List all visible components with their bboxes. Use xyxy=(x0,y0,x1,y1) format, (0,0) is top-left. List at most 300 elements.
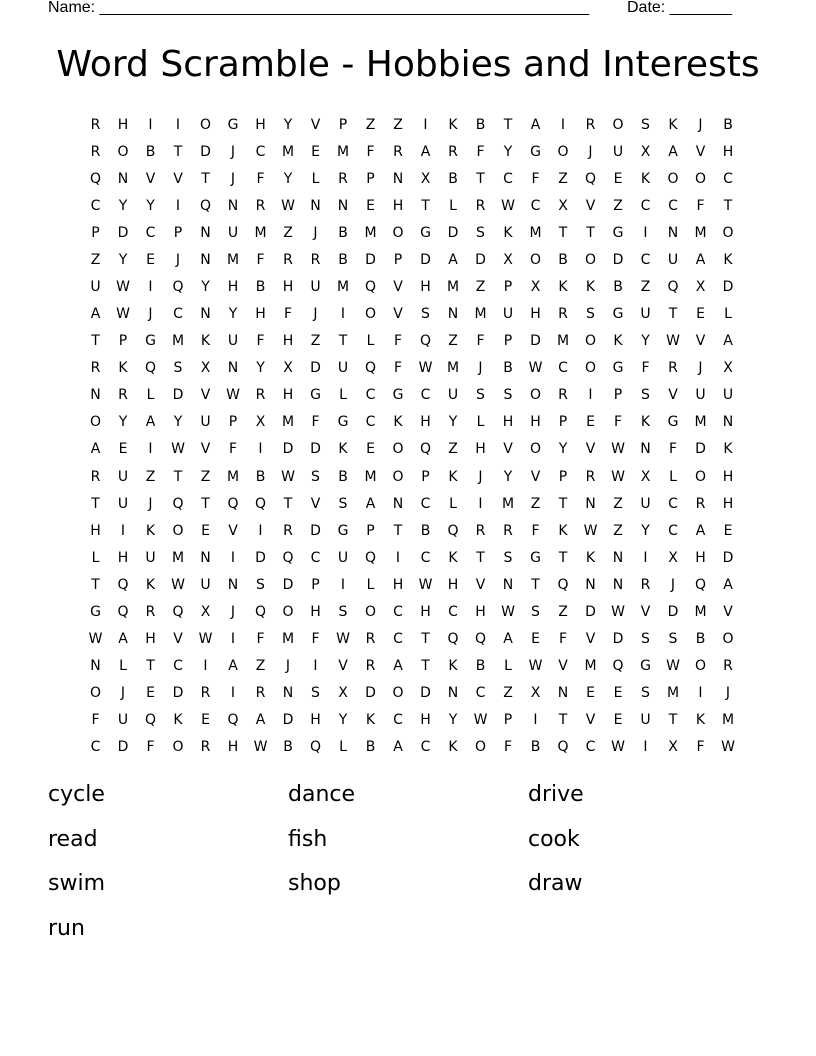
grid-letter: Q xyxy=(309,739,322,756)
grid-letter: Q xyxy=(667,279,680,295)
grid-letter: R xyxy=(640,576,651,593)
grid-letter: A xyxy=(695,251,706,268)
grid-row xyxy=(82,707,742,734)
grid-letter: V xyxy=(530,468,541,485)
grid-row xyxy=(82,598,742,625)
grid-letter: V xyxy=(310,495,321,512)
grid-letter: C xyxy=(420,549,431,566)
grid-letter: L xyxy=(339,739,348,756)
grid-letter: M xyxy=(694,603,708,620)
grid-letter: R xyxy=(338,170,349,187)
grid-row xyxy=(82,138,742,165)
grid-letter: X xyxy=(200,603,211,620)
grid-letter: C xyxy=(668,495,679,512)
grid-letter: F xyxy=(311,631,321,648)
grid-letter: P xyxy=(366,522,376,539)
grid-letter: Y xyxy=(448,414,458,431)
grid-letter: Q xyxy=(144,360,157,377)
grid-letter: O xyxy=(529,251,542,268)
grid-letter: O xyxy=(474,739,487,756)
grid-letter: M xyxy=(556,333,570,350)
grid-letter: D xyxy=(722,279,734,295)
grid-letter: K xyxy=(640,170,651,187)
grid-letter: N xyxy=(722,414,734,431)
grid-letter: L xyxy=(311,170,320,187)
grid-row xyxy=(82,436,742,463)
grid-letter: W xyxy=(171,441,186,458)
grid-letter: D xyxy=(282,441,294,458)
grid-letter: B xyxy=(448,170,459,187)
grid-letter: Q xyxy=(117,603,130,620)
grid-letter: E xyxy=(146,251,156,268)
grid-letter: P xyxy=(91,224,101,241)
grid-letter: T xyxy=(146,658,156,675)
grid-letter: N xyxy=(310,197,322,214)
grid-row xyxy=(82,192,742,219)
grid-letter: B xyxy=(283,739,294,756)
grid-row xyxy=(82,219,742,246)
grid-letter: D xyxy=(200,143,212,160)
grid-letter: L xyxy=(449,495,458,512)
grid-row xyxy=(82,734,742,761)
grid-row xyxy=(82,355,742,382)
grid-letter: A xyxy=(90,306,101,323)
grid-letter: N xyxy=(447,306,459,323)
word-list-item: draw xyxy=(528,871,583,896)
word-list-item: shop xyxy=(288,871,341,896)
grid-letter: W xyxy=(666,658,681,675)
grid-letter: F xyxy=(531,522,541,539)
grid-letter: L xyxy=(476,414,485,431)
grid-letter: J xyxy=(120,685,126,702)
grid-letter: S xyxy=(641,631,651,648)
grid-letter: R xyxy=(255,685,266,702)
grid-letter: M xyxy=(501,495,515,512)
grid-letter: U xyxy=(447,387,459,404)
grid-letter: K xyxy=(613,333,624,350)
grid-letter: U xyxy=(502,306,514,323)
grid-letter: C xyxy=(640,197,651,214)
grid-letter: K xyxy=(448,549,459,566)
grid-letter: T xyxy=(421,631,431,648)
grid-letter: F xyxy=(668,441,678,458)
grid-letter: W xyxy=(528,360,543,377)
grid-letter: V xyxy=(228,522,239,539)
grid-letter: O xyxy=(89,414,102,431)
grid-row xyxy=(82,165,742,192)
grid-letter: Q xyxy=(447,631,460,648)
grid-letter: M xyxy=(281,414,295,431)
grid-letter: R xyxy=(200,739,211,756)
grid-letter: I xyxy=(533,712,539,729)
grid-letter: D xyxy=(585,603,597,620)
grid-letter: Q xyxy=(419,333,432,350)
grid-letter: C xyxy=(90,739,101,756)
grid-letter: A xyxy=(393,658,404,675)
grid-letter: K xyxy=(145,522,156,539)
grid-letter: I xyxy=(643,224,649,241)
grid-letter: J xyxy=(478,360,484,377)
grid-letter: E xyxy=(586,685,596,702)
grid-letter: G xyxy=(145,333,157,350)
grid-letter: N xyxy=(640,441,652,458)
grid-letter: T xyxy=(201,170,211,187)
grid-letter: P xyxy=(173,224,183,241)
grid-letter: C xyxy=(530,197,541,214)
grid-letter: Z xyxy=(90,251,101,268)
grid-letter: O xyxy=(584,360,597,377)
grid-letter: E xyxy=(586,414,596,431)
grid-letter: N xyxy=(227,197,239,214)
grid-letter: K xyxy=(365,712,376,729)
grid-letter: H xyxy=(475,603,487,620)
grid-letter: Q xyxy=(172,495,185,512)
grid-row xyxy=(82,680,742,707)
grid-letter: S xyxy=(338,495,348,512)
grid-letter: V xyxy=(585,712,596,729)
grid-letter: K xyxy=(585,549,596,566)
grid-letter: O xyxy=(199,116,212,133)
grid-letter: B xyxy=(338,224,349,241)
grid-letter: X xyxy=(668,739,679,756)
grid-letter: S xyxy=(641,116,651,133)
grid-letter: T xyxy=(283,495,293,512)
grid-letter: N xyxy=(200,306,212,323)
grid-letter: I xyxy=(230,631,236,648)
grid-letter: Z xyxy=(448,441,459,458)
word-list-item: dance xyxy=(288,782,356,807)
grid-letter: R xyxy=(255,197,266,214)
grid-letter: I xyxy=(230,549,236,566)
grid-letter: T xyxy=(201,495,211,512)
grid-letter: I xyxy=(340,306,346,323)
grid-letter: X xyxy=(200,360,211,377)
grid-letter: W xyxy=(473,712,488,729)
grid-letter: W xyxy=(611,441,626,458)
grid-letter: O xyxy=(584,251,597,268)
grid-letter: N xyxy=(612,549,624,566)
grid-letter: X xyxy=(530,279,541,295)
grid-letter: L xyxy=(366,576,375,593)
grid-letter: Y xyxy=(118,251,128,268)
grid-letter: M xyxy=(364,224,378,241)
grid-letter: B xyxy=(503,360,514,377)
grid-letter: R xyxy=(90,116,101,133)
grid-letter: Y xyxy=(256,360,266,377)
grid-letter: D xyxy=(365,685,377,702)
grid-letter: V xyxy=(503,441,514,458)
grid-letter: O xyxy=(694,658,707,675)
grid-letter: R xyxy=(668,360,679,377)
grid-letter: R xyxy=(365,631,376,648)
grid-letter: P xyxy=(503,279,513,295)
grid-letter: F xyxy=(311,414,321,431)
grid-letter: K xyxy=(448,739,459,756)
grid-letter: R xyxy=(145,603,156,620)
grid-letter: T xyxy=(421,197,431,214)
grid-letter: V xyxy=(200,387,211,404)
grid-letter: D xyxy=(612,631,624,648)
grid-letter: G xyxy=(337,414,349,431)
grid-letter: X xyxy=(420,170,431,187)
grid-letter: Q xyxy=(89,170,102,187)
grid-letter: C xyxy=(723,170,734,187)
grid-letter: W xyxy=(611,603,626,620)
grid-letter: B xyxy=(613,279,624,295)
grid-letter: U xyxy=(227,224,239,241)
grid-letter: E xyxy=(531,631,541,648)
grid-letter: F xyxy=(393,360,403,377)
grid-letter: B xyxy=(338,468,349,485)
grid-letter: T xyxy=(668,306,678,323)
grid-letter: X xyxy=(503,251,514,268)
grid-letter: H xyxy=(255,306,267,323)
grid-letter: M xyxy=(446,360,460,377)
grid-letter: U xyxy=(612,143,624,160)
grid-letter: Y xyxy=(118,197,128,214)
grid-letter: T xyxy=(476,170,486,187)
grid-letter: C xyxy=(365,414,376,431)
grid-letter: U xyxy=(337,549,349,566)
word-list-item: cycle xyxy=(48,782,105,807)
grid-letter: J xyxy=(148,306,154,323)
grid-letter: Y xyxy=(338,712,348,729)
grid-letter: Y xyxy=(201,279,211,295)
grid-letter: O xyxy=(172,739,185,756)
grid-letter: C xyxy=(420,739,431,756)
grid-letter: D xyxy=(172,387,184,404)
grid-letter: R xyxy=(475,522,486,539)
grid-letter: L xyxy=(366,333,375,350)
grid-letter: V xyxy=(338,658,349,675)
grid-letter: N xyxy=(227,576,239,593)
grid-letter: W xyxy=(88,631,103,648)
grid-letter: N xyxy=(282,685,294,702)
grid-letter: T xyxy=(338,333,348,350)
grid-letter: I xyxy=(175,197,181,214)
grid-letter: F xyxy=(256,333,266,350)
grid-letter: I xyxy=(148,441,154,458)
grid-letter: R xyxy=(90,360,101,377)
grid-letter: W xyxy=(198,631,213,648)
grid-letter: B xyxy=(475,658,486,675)
grid-letter: Q xyxy=(557,576,570,593)
grid-letter: R xyxy=(283,522,294,539)
grid-letter: H xyxy=(530,414,542,431)
grid-letter: X xyxy=(530,685,541,702)
grid-letter: K xyxy=(668,116,679,133)
grid-letter: W xyxy=(171,576,186,593)
grid-letter: V xyxy=(558,658,569,675)
grid-letter: U xyxy=(667,251,679,268)
grid-letter: U xyxy=(117,712,129,729)
grid-letter: I xyxy=(698,685,704,702)
grid-letter: A xyxy=(145,414,156,431)
grid-letter: D xyxy=(172,685,184,702)
grid-letter: T xyxy=(173,468,183,485)
grid-letter: C xyxy=(585,739,596,756)
grid-row xyxy=(82,328,742,355)
grid-letter: V xyxy=(200,441,211,458)
grid-letter: O xyxy=(89,685,102,702)
grid-letter: F xyxy=(393,333,403,350)
grid-letter: Q xyxy=(364,279,377,295)
grid-letter: J xyxy=(478,468,484,485)
grid-letter: J xyxy=(285,658,291,675)
grid-letter: U xyxy=(640,306,652,323)
grid-letter: H xyxy=(475,441,487,458)
grid-letter: C xyxy=(448,603,459,620)
grid-letter: B xyxy=(145,143,156,160)
grid-letter: S xyxy=(311,468,321,485)
grid-letter: I xyxy=(423,116,429,133)
grid-letter: U xyxy=(310,279,322,295)
grid-letter: K xyxy=(558,279,569,295)
grid-letter: C xyxy=(503,170,514,187)
grid-row xyxy=(82,490,742,517)
grid-letter: N xyxy=(200,251,212,268)
grid-letter: N xyxy=(585,495,597,512)
word-list-item: fish xyxy=(288,826,328,852)
grid-letter: A xyxy=(530,116,541,133)
grid-letter: N xyxy=(392,170,404,187)
grid-letter: H xyxy=(722,143,734,160)
grid-letter: T xyxy=(668,712,678,729)
grid-letter: D xyxy=(612,251,624,268)
grid-letter: L xyxy=(724,306,733,323)
grid-letter: Z xyxy=(475,279,486,295)
grid-letter: A xyxy=(90,441,101,458)
grid-letter: T xyxy=(558,495,568,512)
grid-letter: D xyxy=(420,251,432,268)
grid-letter: U xyxy=(640,495,652,512)
grid-letter: N xyxy=(90,387,102,404)
grid-letter: R xyxy=(695,495,706,512)
word-list xyxy=(48,778,768,956)
grid-letter: C xyxy=(365,387,376,404)
grid-letter: R xyxy=(558,306,569,323)
grid-letter: B xyxy=(530,739,541,756)
grid-letter: K xyxy=(173,712,184,729)
grid-letter: H xyxy=(447,576,459,593)
grid-letter: S xyxy=(311,685,321,702)
grid-letter: Y xyxy=(283,116,293,133)
grid-row xyxy=(82,544,742,571)
grid-letter: E xyxy=(118,441,128,458)
grid-letter: Q xyxy=(172,279,185,295)
grid-letter: S xyxy=(256,576,266,593)
grid-letter: S xyxy=(641,685,651,702)
grid-letter: M xyxy=(254,224,268,241)
grid-letter: D xyxy=(420,685,432,702)
grid-letter: V xyxy=(695,143,706,160)
grid-letter: P xyxy=(503,333,513,350)
grid-letter: G xyxy=(612,306,624,323)
grid-letter: N xyxy=(200,549,212,566)
grid-row xyxy=(82,653,742,680)
grid-letter: V xyxy=(668,387,679,404)
grid-letter: R xyxy=(585,116,596,133)
grid-letter: U xyxy=(90,279,102,295)
grid-letter: F xyxy=(613,414,623,431)
grid-letter: C xyxy=(668,522,679,539)
name-field-label: Name: _______________________________________________________ xyxy=(48,0,589,16)
grid-letter: Q xyxy=(282,549,295,566)
grid-letter: C xyxy=(393,712,404,729)
grid-letter: S xyxy=(586,306,596,323)
grid-letter: H xyxy=(530,306,542,323)
grid-letter: O xyxy=(392,685,405,702)
grid-letter: W xyxy=(528,658,543,675)
grid-letter: F xyxy=(146,739,156,756)
grid-letter: Y xyxy=(448,712,458,729)
grid-letter: J xyxy=(230,603,236,620)
grid-letter: E xyxy=(366,441,376,458)
grid-letter: Z xyxy=(448,333,459,350)
word-list-item: drive xyxy=(528,782,584,807)
grid-letter: M xyxy=(584,658,598,675)
grid-letter: U xyxy=(200,414,212,431)
grid-letter: I xyxy=(313,658,319,675)
grid-letter: O xyxy=(364,603,377,620)
grid-letter: J xyxy=(313,306,319,323)
grid-letter: Q xyxy=(117,576,130,593)
grid-letter: U xyxy=(640,712,652,729)
grid-letter: K xyxy=(200,333,211,350)
grid-letter: B xyxy=(420,522,431,539)
grid-letter: K xyxy=(448,468,459,485)
grid-letter: Z xyxy=(200,468,211,485)
grid-letter: I xyxy=(643,549,649,566)
grid-letter: W xyxy=(116,306,131,323)
grid-letter: P xyxy=(228,414,238,431)
grid-letter: D xyxy=(310,522,322,539)
grid-letter: R xyxy=(585,468,596,485)
grid-letter: F xyxy=(558,631,568,648)
grid-letter: Q xyxy=(447,522,460,539)
grid-letter: R xyxy=(558,387,569,404)
grid-letter: Z xyxy=(145,468,156,485)
grid-letter: H xyxy=(420,712,432,729)
grid-letter: H xyxy=(90,522,102,539)
grid-row xyxy=(82,571,742,598)
grid-letter: F xyxy=(696,197,706,214)
grid-letter: R xyxy=(90,468,101,485)
grid-letter: C xyxy=(420,387,431,404)
grid-letter: J xyxy=(725,685,731,702)
grid-letter: I xyxy=(340,576,346,593)
grid-letter: L xyxy=(449,197,458,214)
grid-letter: J xyxy=(670,576,676,593)
grid-letter: U xyxy=(200,576,212,593)
grid-letter: I xyxy=(148,116,154,133)
grid-letter: G xyxy=(667,414,679,431)
grid-letter: G xyxy=(530,549,542,566)
grid-letter: T xyxy=(723,197,733,214)
grid-letter: Y xyxy=(503,143,513,160)
grid-letter: W xyxy=(116,279,131,295)
grid-letter: G xyxy=(227,116,239,133)
grid-letter: J xyxy=(313,224,319,241)
grid-letter: C xyxy=(640,251,651,268)
grid-letter: I xyxy=(148,279,154,295)
grid-letter: F xyxy=(476,333,486,350)
grid-letter: M xyxy=(694,224,708,241)
grid-letter: I xyxy=(258,441,264,458)
grid-letter: Q xyxy=(199,197,212,214)
grid-row xyxy=(82,273,742,300)
grid-letter: N xyxy=(667,224,679,241)
